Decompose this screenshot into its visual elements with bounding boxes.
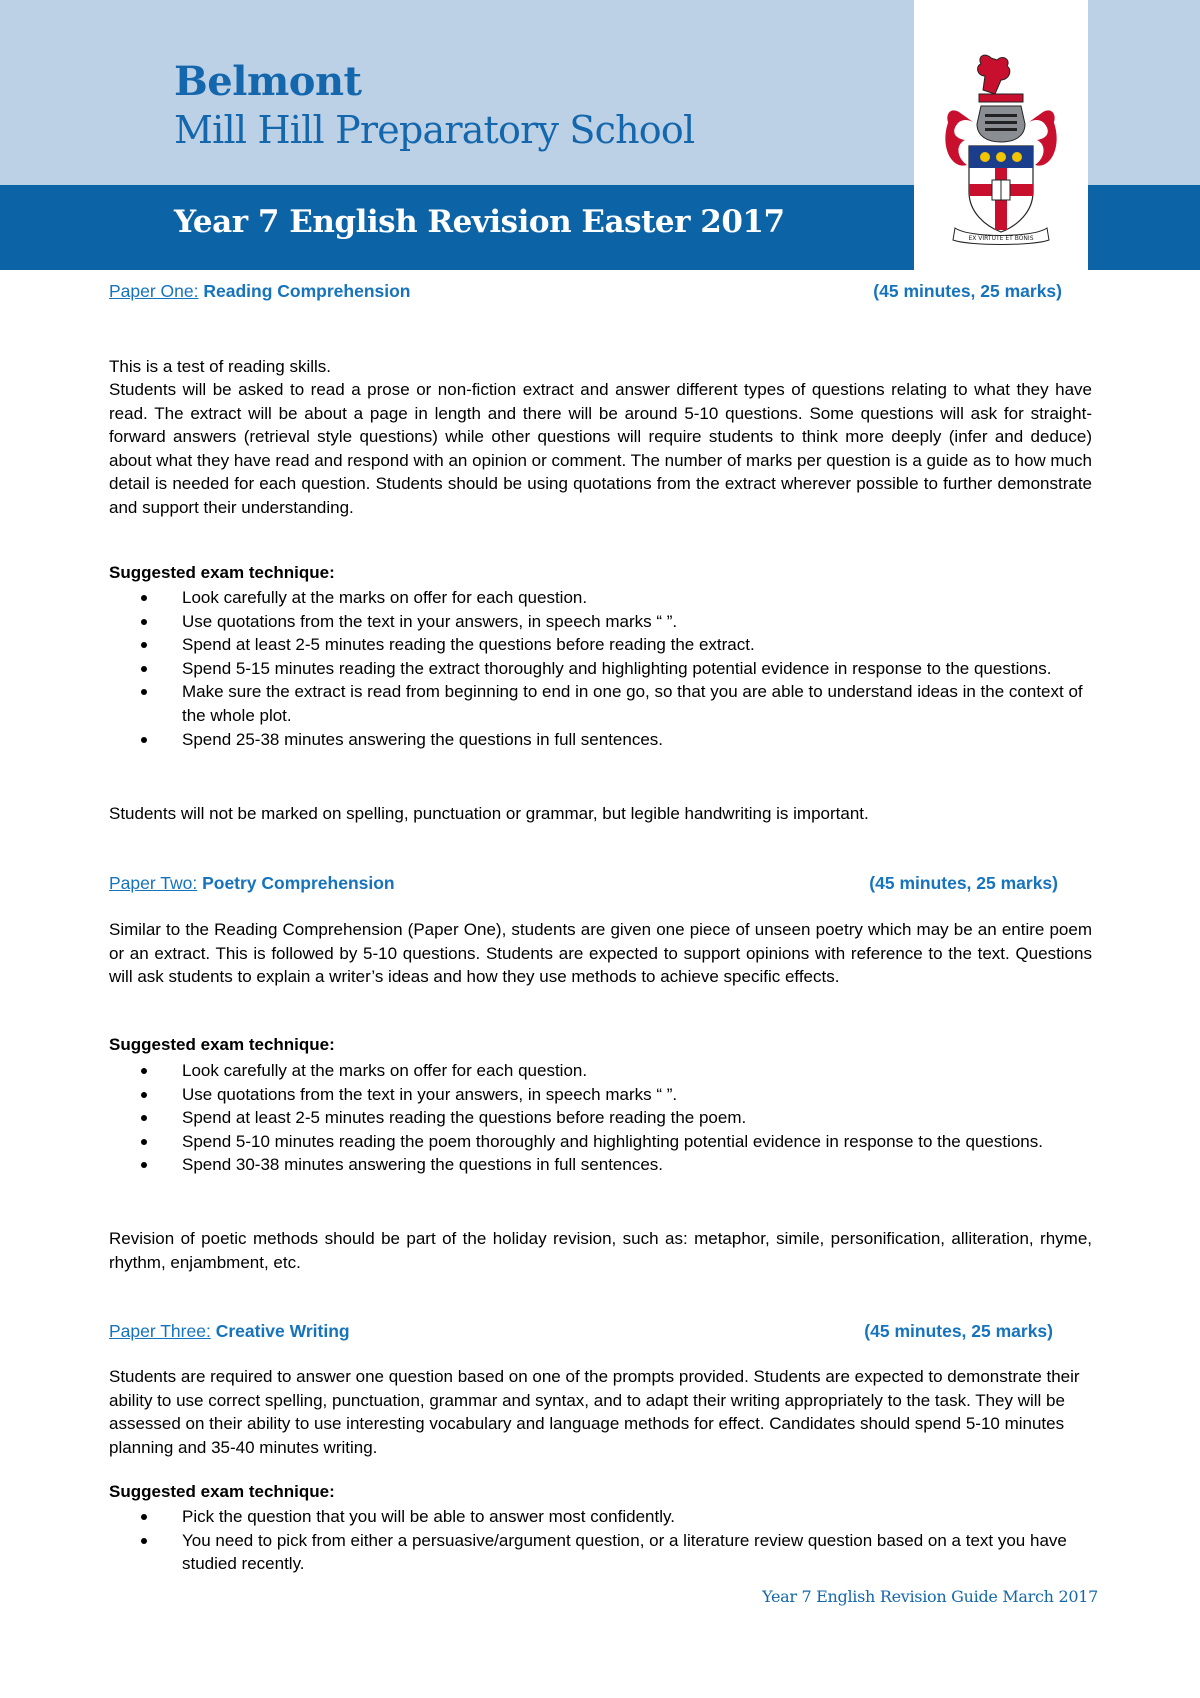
paper-three-technique-heading: Suggested exam technique: [109, 1482, 335, 1501]
bullet-icon [141, 1162, 147, 1168]
school-crest-icon [939, 50, 1063, 245]
list-item: Use quotations from the text in your answers, in speech marks “ ”. [109, 610, 1092, 634]
paper-one-heading [109, 281, 1089, 302]
crest-panel [914, 0, 1088, 270]
paper-two-name: Poetry Comprehension [202, 873, 395, 893]
paper-two-label: Paper Two: [109, 873, 198, 893]
paper-three-technique-list [109, 1505, 1092, 1576]
paper-one-intro-2: Students will be asked to read a prose or non-fiction extract and answer different types of questions relating to what they have read. The extract will be about a page in length and there will be around 5-10 questions. Some questions will ask for straight-forward answers (retrieval style questions) while other questions will require students to think more deeply (infer and deduce) about what they have read and respond with an opinion or comment. The number of marks per question is a guide as to how much detail is needed for each question. Students should be using quotations from the extract wherever possible to further demonstrate and support their understanding. [109, 380, 1092, 517]
paper-one-name: Reading Comprehension [203, 281, 411, 301]
paper-three-timing: (45 minutes, 25 marks) [864, 1321, 1053, 1341]
paper-two-technique-heading: Suggested exam technique: [109, 1035, 335, 1054]
paper-three-name: Creative Writing [215, 1321, 350, 1341]
paper-three-intro: Students are required to answer one question based on one of the prompts provided. Students are expected to demonstrate their ability to use correct spelling, punctuation, grammar and syntax, and to adapt their writing appropriately to the task. They will be assessed on their ability to use interesting vocabulary and language methods for effect. Candidates should spend 5-10 minutes planning and 35-40 minutes writing. [109, 1367, 1080, 1457]
bullet-icon [141, 1139, 147, 1145]
bullet-icon [141, 1092, 147, 1098]
crest-motto: EX VIRTUTE ET BONIS [968, 235, 1034, 242]
bullet-icon [141, 1115, 147, 1121]
paper-two-intro: Similar to the Reading Comprehension (Paper One), students are given one piece of unseen poetry which may be an entire poem or an extract. This is followed by 5-10 questions. Students are expected to support opinions with reference to the text. Questions will ask students to explain a writer’s ideas and how they use methods to achieve specific effects. [109, 920, 1092, 987]
paper-two-timing: (45 minutes, 25 marks) [869, 873, 1058, 893]
page-title: Year 7 English Revision Easter 2017 [174, 204, 785, 240]
bullet-icon [141, 666, 147, 672]
list-item: Spend 30-38 minutes answering the questions in full sentences. [109, 1153, 1092, 1177]
paper-one-technique-list [109, 586, 1092, 751]
page-footer: Year 7 English Revision Guide March 2017 [762, 1587, 1098, 1606]
paper-one-intro-1: This is a test of reading skills. [109, 357, 332, 376]
bullet-icon [141, 1514, 147, 1520]
paper-two-closing: Revision of poetic methods should be part of the holiday revision, such as: metaphor, simile, personification, alliteration, rhyme, rhythm, enjambment, etc. [109, 1229, 1092, 1272]
list-item: Make sure the extract is read from beginning to end in one go, so that you are able to understand ideas in the context of the whole plot. [109, 680, 1092, 727]
school-name-line1: Belmont [174, 58, 362, 105]
list-item: You need to pick from either a persuasive/argument question, or a literature review question based on a text you have studied recently. [109, 1529, 1092, 1576]
paper-two-technique-list [109, 1059, 1092, 1177]
list-item: Use quotations from the text in your answers, in speech marks “ ”. [109, 1083, 1092, 1107]
bullet-icon [141, 642, 147, 648]
bullet-icon [141, 737, 147, 743]
bullet-icon [141, 1538, 147, 1544]
bullet-icon [141, 595, 147, 601]
bullet-icon [141, 689, 147, 695]
list-item: Pick the question that you will be able to answer most confidently. [109, 1505, 1092, 1529]
list-item: Look carefully at the marks on offer for each question. [109, 1059, 1092, 1083]
paper-two-heading [109, 873, 1089, 894]
paper-one-label: Paper One: [109, 281, 199, 301]
list-item: Spend 5-15 minutes reading the extract thoroughly and highlighting potential evidence in response to the questions. [109, 657, 1092, 681]
paper-one-closing: Students will not be marked on spelling, punctuation or grammar, but legible handwriting is important. [109, 804, 869, 823]
paper-one-technique-heading: Suggested exam technique: [109, 563, 335, 582]
list-item: Spend at least 2-5 minutes reading the questions before reading the poem. [109, 1106, 1092, 1130]
paper-three-heading [109, 1321, 1089, 1342]
list-item: Spend at least 2-5 minutes reading the questions before reading the extract. [109, 633, 1092, 657]
bullet-icon [141, 619, 147, 625]
list-item: Spend 5-10 minutes reading the poem thoroughly and highlighting potential evidence in response to the questions. [109, 1130, 1092, 1154]
school-name-line2: Mill Hill Preparatory School [174, 108, 695, 152]
list-item: Look carefully at the marks on offer for each question. [109, 586, 1092, 610]
paper-three-label: Paper Three: [109, 1321, 211, 1341]
paper-one-timing: (45 minutes, 25 marks) [873, 281, 1062, 301]
list-item: Spend 25-38 minutes answering the questions in full sentences. [109, 728, 1092, 752]
bullet-icon [141, 1068, 147, 1074]
